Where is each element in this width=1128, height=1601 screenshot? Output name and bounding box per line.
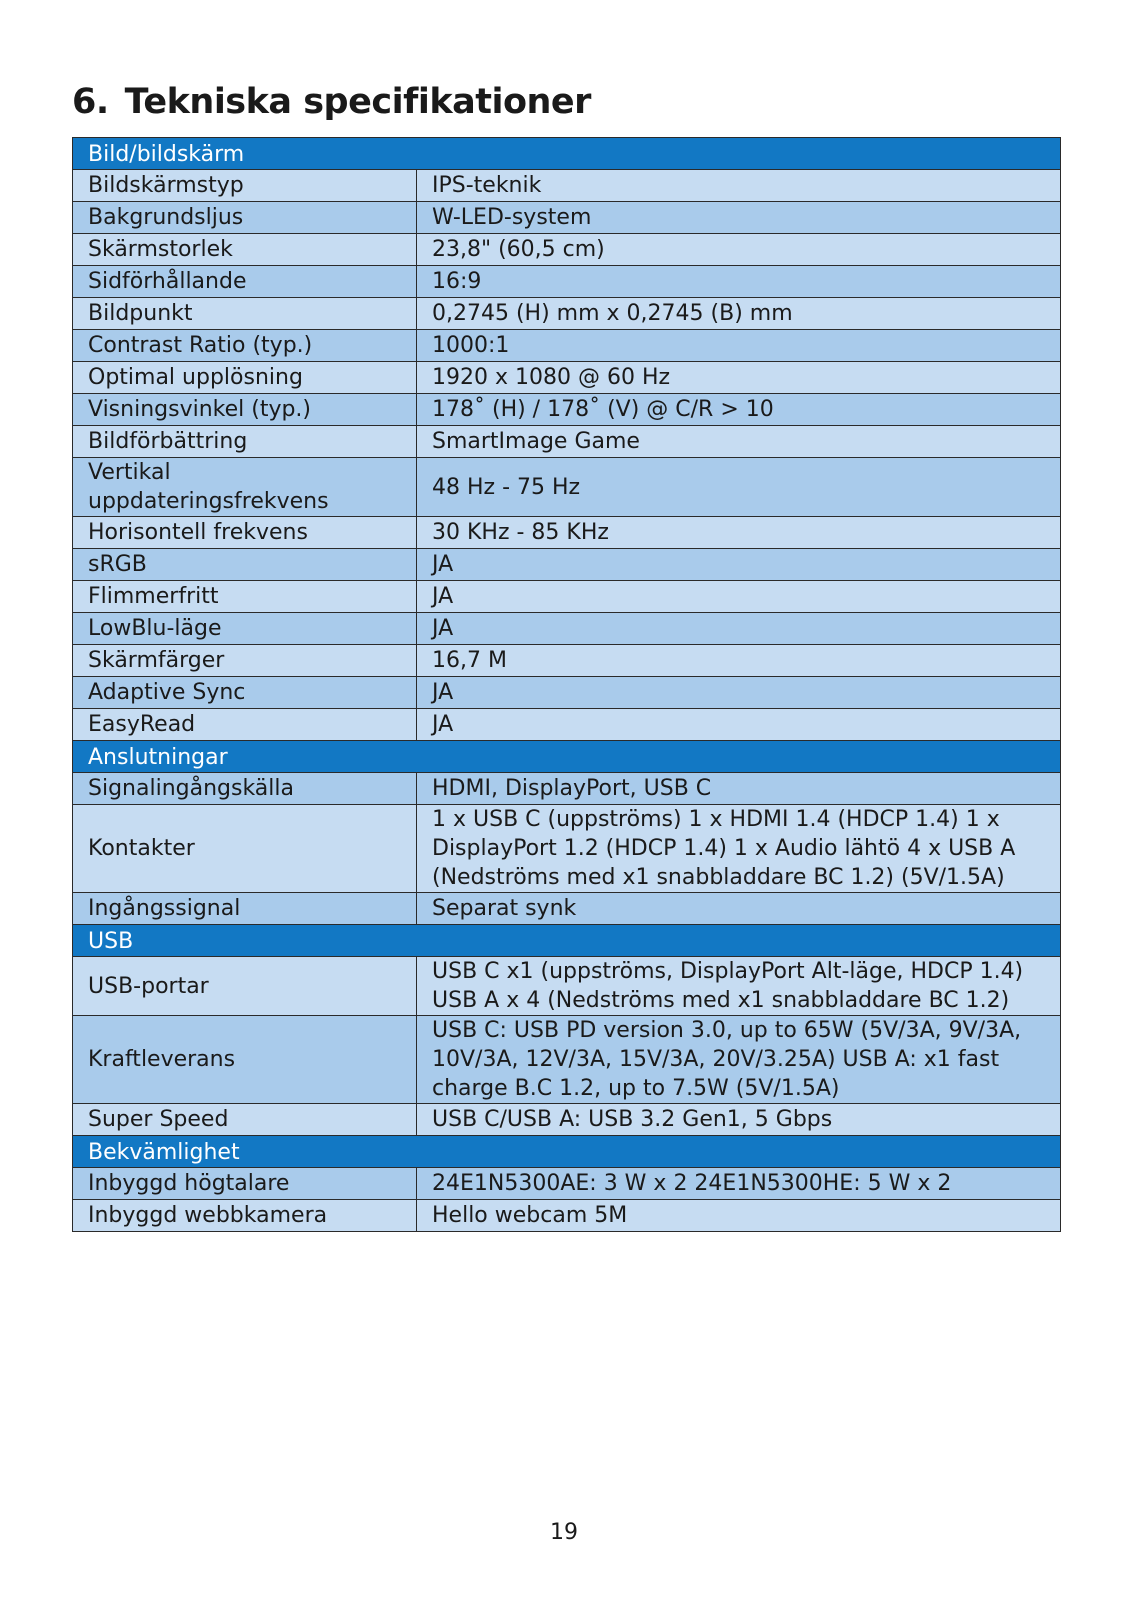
- spec-label: EasyRead: [73, 709, 417, 741]
- table-row: [73, 394, 1061, 426]
- spec-value: Hello webcam 5M: [417, 1200, 1061, 1232]
- table-row: [73, 613, 1061, 645]
- table-row: [73, 170, 1061, 202]
- spec-value: W-LED-system: [417, 202, 1061, 234]
- spec-value: 1920 x 1080 @ 60 Hz: [417, 362, 1061, 394]
- section-header: Bild/bildskärm: [73, 138, 1061, 170]
- table-row: [73, 362, 1061, 394]
- spec-table: [72, 137, 1061, 1232]
- spec-value: 0,2745 (H) mm x 0,2745 (B) mm: [417, 298, 1061, 330]
- spec-value: IPS-teknik: [417, 170, 1061, 202]
- table-row: [73, 549, 1061, 581]
- spec-value: JA: [417, 677, 1061, 709]
- spec-label: Visningsvinkel (typ.): [73, 394, 417, 426]
- spec-label: Skärmstorlek: [73, 234, 417, 266]
- spec-label: Sidförhållande: [73, 266, 417, 298]
- spec-label: Adaptive Sync: [73, 677, 417, 709]
- table-row: [73, 709, 1061, 741]
- spec-value: 30 KHz - 85 KHz: [417, 517, 1061, 549]
- spec-label: Ingångssignal: [73, 893, 417, 925]
- table-row: [73, 773, 1061, 805]
- spec-value: JA: [417, 581, 1061, 613]
- spec-label: Inbyggd webbkamera: [73, 1200, 417, 1232]
- spec-value: JA: [417, 613, 1061, 645]
- table-row: [73, 581, 1061, 613]
- table-row: [73, 234, 1061, 266]
- spec-label: Super Speed: [73, 1104, 417, 1136]
- table-row: [73, 957, 1061, 1016]
- spec-label: Bildpunkt: [73, 298, 417, 330]
- page-title: [72, 82, 591, 122]
- table-row: [73, 330, 1061, 362]
- table-row: [73, 1016, 1061, 1104]
- spec-value: JA: [417, 709, 1061, 741]
- section-header-row: [73, 1136, 1061, 1168]
- spec-value: 24E1N5300AE: 3 W x 2 24E1N5300HE: 5 W x 2: [417, 1168, 1061, 1200]
- section-header-row: [73, 138, 1061, 170]
- spec-value: 1000:1: [417, 330, 1061, 362]
- section-header: USB: [73, 925, 1061, 957]
- section-header-row: [73, 741, 1061, 773]
- table-row: [73, 458, 1061, 517]
- spec-label: Inbyggd högtalare: [73, 1168, 417, 1200]
- spec-label: Kontakter: [73, 805, 417, 893]
- table-row: [73, 645, 1061, 677]
- section-header: Anslutningar: [73, 741, 1061, 773]
- section-header-row: [73, 925, 1061, 957]
- table-row: [73, 202, 1061, 234]
- table-row: [73, 426, 1061, 458]
- spec-value: Separat synk: [417, 893, 1061, 925]
- spec-label: Bakgrundsljus: [73, 202, 417, 234]
- table-row: [73, 1104, 1061, 1136]
- table-row: [73, 893, 1061, 925]
- spec-value: 16,7 M: [417, 645, 1061, 677]
- spec-label: Contrast Ratio (typ.): [73, 330, 417, 362]
- spec-label: Horisontell frekvens: [73, 517, 417, 549]
- section-title: Tekniska specifikationer: [124, 82, 591, 122]
- spec-value: 1 x USB C (uppströms) 1 x HDMI 1.4 (HDCP 1.4) 1 x DisplayPort 1.2 (HDCP 1.4) 1 x Audio lähtö 4 x USB A (Nedströms med x1 snabbladdare BC 1.2) (5V/1.5A): [417, 805, 1061, 893]
- spec-label: Bildförbättring: [73, 426, 417, 458]
- table-row: [73, 266, 1061, 298]
- section-header: Bekvämlighet: [73, 1136, 1061, 1168]
- spec-label: sRGB: [73, 549, 417, 581]
- spec-label: Kraftleverans: [73, 1016, 417, 1104]
- spec-value: 23,8" (60,5 cm): [417, 234, 1061, 266]
- table-row: [73, 677, 1061, 709]
- spec-table-body: [73, 138, 1061, 1232]
- page-number: 19: [550, 1520, 578, 1545]
- spec-value: 48 Hz - 75 Hz: [417, 458, 1061, 517]
- spec-label: Flimmerfritt: [73, 581, 417, 613]
- section-number: 6.: [72, 82, 109, 122]
- spec-label: Vertikal uppdateringsfrekvens: [73, 458, 417, 517]
- table-row: [73, 517, 1061, 549]
- spec-value: USB C x1 (uppströms, DisplayPort Alt-läge, HDCP 1.4) USB A x 4 (Nedströms med x1 snabbladdare BC 1.2): [417, 957, 1061, 1016]
- spec-value: SmartImage Game: [417, 426, 1061, 458]
- table-row: [73, 805, 1061, 893]
- spec-label: USB-portar: [73, 957, 417, 1016]
- spec-value: USB C/USB A: USB 3.2 Gen1, 5 Gbps: [417, 1104, 1061, 1136]
- spec-value: JA: [417, 549, 1061, 581]
- spec-value: 16:9: [417, 266, 1061, 298]
- spec-label: Skärmfärger: [73, 645, 417, 677]
- spec-label: Optimal upplösning: [73, 362, 417, 394]
- table-row: [73, 1168, 1061, 1200]
- table-row: [73, 1200, 1061, 1232]
- spec-value: USB C: USB PD version 3.0, up to 65W (5V/3A, 9V/3A, 10V/3A, 12V/3A, 15V/3A, 20V/3.25A) USB A: x1 fast charge B.C 1.2, up to 7.5W (5V/1.5A): [417, 1016, 1061, 1104]
- spec-value: 178˚ (H) / 178˚ (V) @ C/R > 10: [417, 394, 1061, 426]
- spec-label: Bildskärmstyp: [73, 170, 417, 202]
- spec-label: Signalingångskälla: [73, 773, 417, 805]
- spec-label: LowBlu-läge: [73, 613, 417, 645]
- spec-value: HDMI, DisplayPort, USB C: [417, 773, 1061, 805]
- table-row: [73, 298, 1061, 330]
